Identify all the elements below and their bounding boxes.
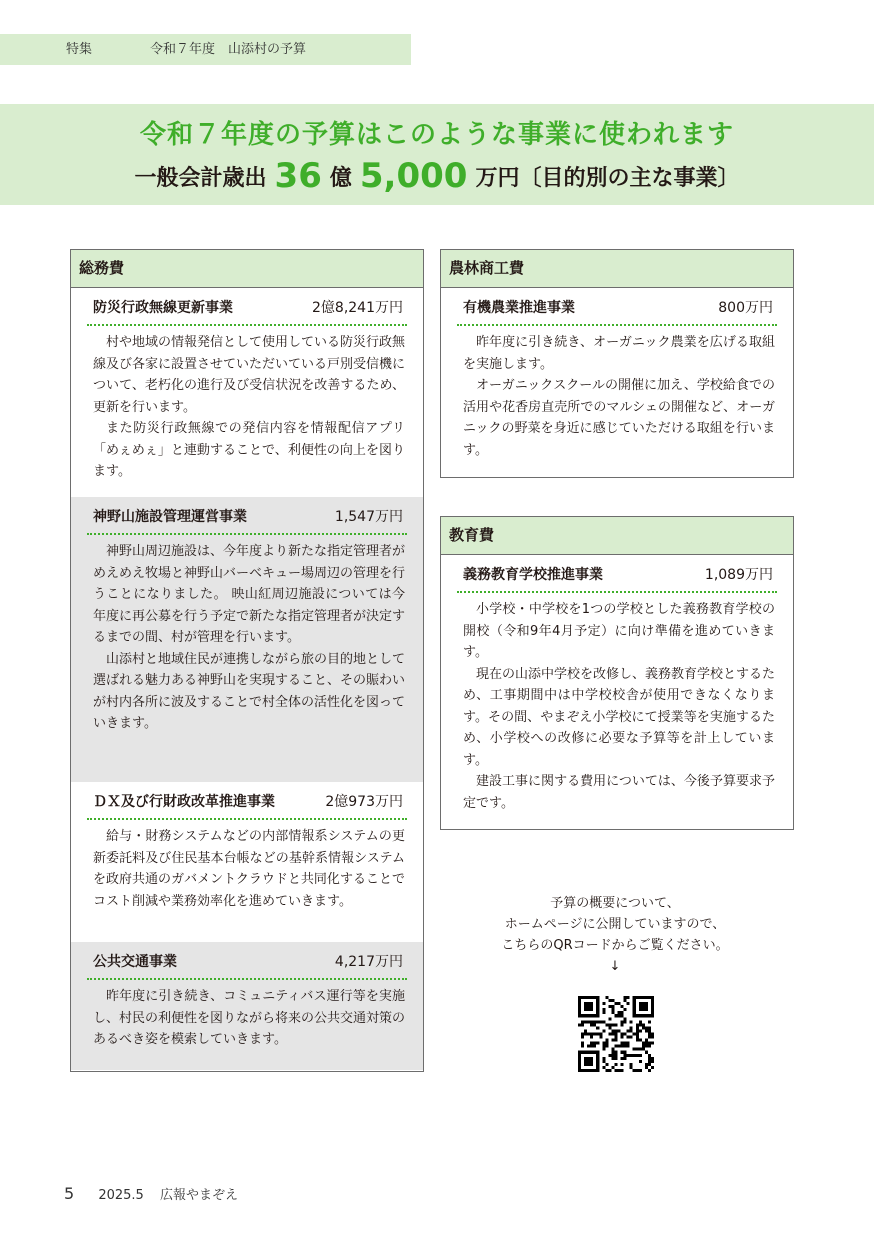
project-card [71,782,423,942]
paragraph: 給与・財務システムなどの内部情報系システムの更新委託料及び住民基本台帳などの基幹系情報システムを政府共通のガバメントクラウドと共同化することでコスト削減や業務効率化を進めていきます。 [93,829,405,909]
paragraph: 現在の山添中学校を改修し、義務教育学校とするため、工事期間中は中学校校舎が使用できなくなります。その間、やまぞえ小学校にて授業等を実施するため、小学校への改修に必要な予算等を計上しています。 [463,666,776,768]
paragraph: 村や地域の情報発信として使用している防災行政無線及び各家に設置させていただいている戸別受信機について、老朽化の進行及び受信状況を改善するため、更新を行います。 [93,335,406,415]
project-description [71,535,423,743]
category-title: 教育費 [441,517,793,555]
paragraph: 昨年度に引き続き、オーガニック農業を広げる取組を実施します。 [463,335,775,372]
budget-total [0,156,874,196]
budget-unit-oku: 億 [329,166,352,191]
project-amount: 2億973万円 [325,794,403,810]
budget-suffix: 万円〔目的別の主な事業〕 [475,166,740,191]
project-header [71,288,423,326]
paragraph: 神野山周辺施設は、今年度より新たな指定管理者がめえめえ牧場と神野山バーベキュー場周辺の管理を行うことになりました。 映山紅周辺施設については今年度に再公募を行う予定で新たな指定管理者が決定するまでの間、村が管理を行います。 [93,544,406,645]
qr-note-line: ホームページに公開していますので、 [504,917,726,932]
budget-prefix: 一般会計歳出 [134,166,267,191]
paragraph: 建設工事に関する費用については、今後予算要求予定です。 [463,774,775,811]
category-title: 農林商工費 [441,250,793,288]
section-label: 特集 [66,42,93,57]
issue-date: 2025.5 [98,1188,144,1203]
paragraph: また防災行政無線での発信内容を情報配信アプリ「めぇめぇ」と連動することで、利便性の向上を図ります。 [93,421,405,479]
category-nourin [440,249,794,478]
budget-number-oku: 36 [274,156,322,196]
qr-note-line: 予算の概要について、 [550,896,680,911]
project-card [71,942,423,1070]
project-name: 義務教育学校推進事業 [463,567,603,583]
project-description [441,593,793,822]
category-soumu [70,249,424,1072]
category-kyouiku [440,516,794,830]
project-card [71,288,423,497]
project-header [441,555,793,593]
page-number: 5 [64,1184,75,1203]
paragraph: オーガニックスクールの開催に加え、学校給食での活用や花香房直売所でのマルシェの開催など、オーガニックの野菜を身近に感じていただける取組を行います。 [463,378,775,458]
project-description [71,820,423,920]
project-card [71,497,423,782]
qr-note [470,893,760,977]
project-amount: 1,089万円 [704,567,773,583]
project-amount: 800万円 [718,300,773,316]
magazine-name: 広報やまぞえ [159,1188,238,1203]
header-title: 令和７年度 山添村の予算 [150,42,307,57]
project-header [441,288,793,326]
project-amount: 2億8,241万円 [312,300,403,316]
project-header [71,782,423,820]
budget-number-man: 5,000 [359,156,468,196]
paragraph: 昨年度に引き続き、コミュニティバス運行等を実施し、村民の利便性を図りながら将来の公共交通対策のあるべき姿を模索していきます。 [93,989,406,1047]
project-description [71,980,423,1059]
project-name: 公共交通事業 [93,954,177,970]
project-name: ＤＸ及び行財政改革推進事業 [93,794,275,810]
project-header [71,942,423,980]
header-tab [0,34,411,65]
page-footer [64,1184,238,1203]
paragraph: 小学校・中学校を1つの学校とした義務教育学校の開校（令和9年4月予定）に向け準備を進めていきます。 [463,602,775,660]
project-header [71,497,423,535]
project-amount: 4,217万円 [334,954,403,970]
project-description [441,326,793,469]
qr-note-line: こちらのQRコードからご覧ください。 [501,938,729,953]
project-card [441,555,793,822]
paragraph: 山添村と地域住民が連携しながら旅の目的地として選ばれる魅力ある神野山を実現すること、その賑わいが村内各所に波及することで村全体の活性化を図っていきます。 [93,651,406,731]
project-amount: 1,547万円 [334,509,403,525]
down-arrow-icon: ↓ [609,959,621,974]
qr-code[interactable] [578,996,654,1072]
project-name: 神野山施設管理運営事業 [93,509,247,525]
project-name: 有機農業推進事業 [463,300,575,316]
page-title: 令和７年度の予算はこのような事業に使われます [139,120,734,150]
title-banner [0,104,874,205]
project-description [71,326,423,491]
project-name: 防災行政無線更新事業 [93,300,233,316]
project-card [441,288,793,469]
category-title: 総務費 [71,250,423,288]
